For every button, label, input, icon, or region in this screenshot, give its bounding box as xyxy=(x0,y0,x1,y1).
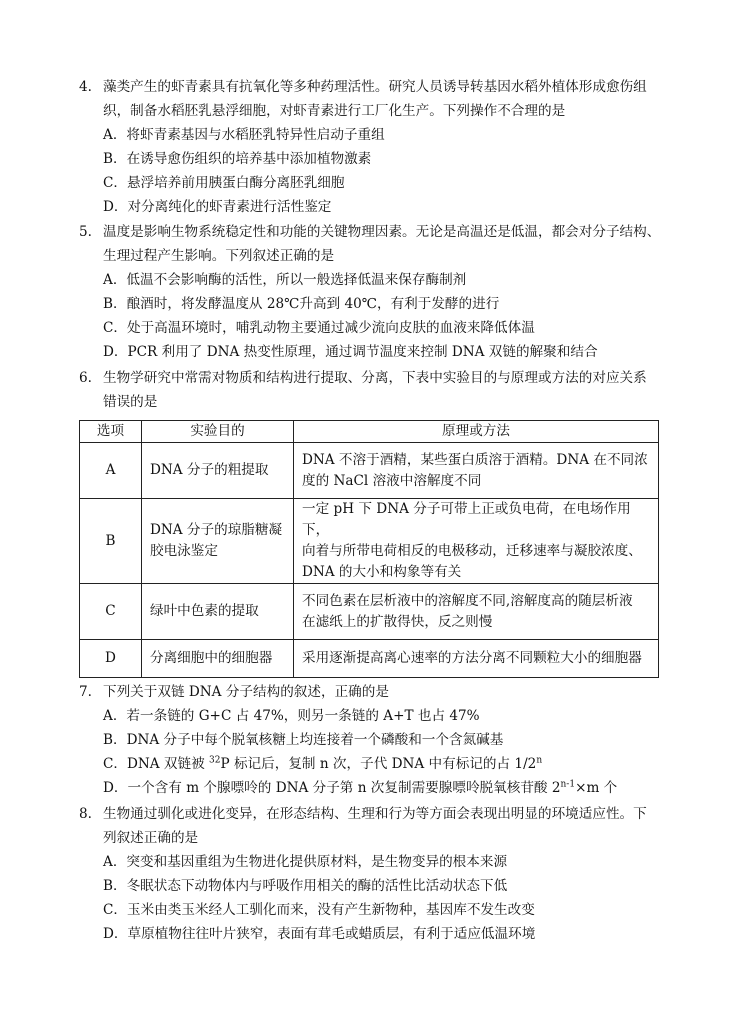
option-c: C．处于高温环境时，哺乳动物主要通过减少流向皮肤的血液来降低体温 xyxy=(103,320,535,336)
option-text: C．DNA 双链被 xyxy=(103,756,210,772)
question-number: 7. xyxy=(79,684,92,700)
question-stem-line: 织，制备水稻胚乳悬浮细胞，对虾青素进行工厂化生产。下列操作不合理的是 xyxy=(103,103,566,119)
method-line: 度的 NaCl 溶液中溶解度不同 xyxy=(302,472,482,489)
option-text: D．一个含有 m 个腺嘌呤的 DNA 分子第 n 次复制需要腺嘌呤脱氧核苷酸 2 xyxy=(103,780,561,796)
purpose-line: 胶电泳鉴定 xyxy=(150,543,218,559)
question-stem-line: 错误的是 xyxy=(103,394,158,410)
question-stem-line: 生理过程产生影响。下列叙述正确的是 xyxy=(103,248,335,264)
row-method xyxy=(294,443,659,499)
option-a: A．将虾青素基因与水稻胚乳特异性启动子重组 xyxy=(103,127,385,143)
method-line: 采用逐渐提高离心速率的方法分离不同颗粒大小的细胞器 xyxy=(302,650,642,666)
table-row xyxy=(80,499,659,584)
question-number: 6. xyxy=(79,370,92,386)
question-stem-line: 温度是影响生物系统稳定性和功能的关键物理因素。无论是高温还是低温，都会对分子结构、 xyxy=(103,224,661,240)
row-method xyxy=(294,499,659,584)
row-purpose xyxy=(142,499,294,584)
method-line: 向着与所带电荷相反的电极移动，迁移速率与凝胶浓度、 xyxy=(302,543,642,559)
option-c: C．玉米由类玉米经人工驯化而来，没有产生新物种，基因库不发生改变 xyxy=(103,902,535,918)
question-stem-line: 藻类产生的虾青素具有抗氧化等多种药理活性。研究人员诱导转基因水稻外植体形成愈伤组 xyxy=(103,79,647,95)
option-a: A．低温不会影响酶的活性，所以一般选择低温来保存酶制剂 xyxy=(103,272,467,288)
purpose-line: 分离细胞中的细胞器 xyxy=(150,650,273,666)
option-text: ×m 个 xyxy=(575,780,618,796)
row-method xyxy=(294,584,659,640)
option-c xyxy=(103,754,542,774)
question-stem-line: 列叙述正确的是 xyxy=(103,830,199,846)
option-a: A．若一条链的 G+C 占 47%，则另一条链的 A+T 也占 47% xyxy=(103,708,480,724)
superscript: n-1 xyxy=(560,779,576,790)
question-stem-line: 下列关于双链 DNA 分子结构的叙述，正确的是 xyxy=(103,684,389,700)
method-line: DNA 的大小和构象等有关 xyxy=(302,564,462,580)
question-number: 5. xyxy=(79,224,92,240)
table-row xyxy=(80,640,659,678)
option-b: B．冬眠状态下动物体内与呼吸作用相关的酶的活性比活动状态下低 xyxy=(103,878,508,894)
question-number: 8. xyxy=(79,806,92,822)
option-d xyxy=(103,778,617,798)
superscript: n xyxy=(536,755,543,766)
row-option: D xyxy=(80,640,142,678)
method-line: DNA 不溶于酒精，某些蛋白质溶于酒精。DNA 在不同浓 xyxy=(302,451,648,468)
purpose-line: DNA 分子的粗提取 xyxy=(150,462,269,478)
option-b: B．DNA 分子中每个脱氧核糖上均连接着一个磷酸和一个含氮碱基 xyxy=(103,732,504,748)
experiment-table xyxy=(79,420,659,678)
header-option: 选项 xyxy=(80,421,142,443)
row-option: B xyxy=(80,499,142,584)
question-stem-line: 生物学研究中常需对物质和结构进行提取、分离，下表中实验目的与原理或方法的对应关系 xyxy=(103,370,647,386)
table-row xyxy=(80,584,659,640)
option-a: A．突变和基因重组为生物进化提供原材料，是生物变异的根本来源 xyxy=(103,854,508,870)
header-method: 原理或方法 xyxy=(294,421,659,443)
option-d: D．草原植物往往叶片狭窄，表面有茸毛或蜡质层，有利于适应低温环境 xyxy=(103,926,536,942)
row-purpose xyxy=(142,640,294,678)
row-purpose xyxy=(142,443,294,499)
method-line: 一定 pH 下 DNA 分子可带上正或负电荷，在电场作用下， xyxy=(302,501,631,538)
option-d: D．对分离纯化的虾青素进行活性鉴定 xyxy=(103,199,332,215)
option-d: D．PCR 利用了 DNA 热变性原理，通过调节温度来控制 DNA 双链的解聚和结合 xyxy=(103,344,598,360)
option-text: P 标记后，复制 n 次，子代 DNA 中有标记的占 1/2 xyxy=(220,756,537,772)
row-purpose xyxy=(142,584,294,640)
option-b: B．在诱导愈伤组织的培养基中添加植物激素 xyxy=(103,151,372,167)
table-header-row xyxy=(80,421,659,443)
header-purpose: 实验目的 xyxy=(142,421,294,443)
question-stem-line: 生物通过驯化或进化变异，在形态结构、生理和行为等方面会表现出明显的环境适应性。下 xyxy=(103,806,647,822)
purpose-line: DNA 分子的琼脂糖凝 xyxy=(150,522,283,538)
method-line: 在滤纸上的扩散得快，反之则慢 xyxy=(302,613,493,630)
option-c: C．悬浮培养前用胰蛋白酶分离胚乳细胞 xyxy=(103,175,345,191)
superscript: 32 xyxy=(209,755,221,766)
question-number: 4. xyxy=(79,79,92,95)
row-method xyxy=(294,640,659,678)
method-line: 不同色素在层析液中的溶解度不同,溶解度高的随层析液 xyxy=(302,592,633,609)
table-row xyxy=(80,443,659,499)
purpose-line: 绿叶中色素的提取 xyxy=(150,603,259,619)
row-option: C xyxy=(80,584,142,640)
option-b: B．酿酒时，将发酵温度从 28℃升高到 40℃，有利于发酵的进行 xyxy=(103,296,500,312)
row-option: A xyxy=(80,443,142,499)
